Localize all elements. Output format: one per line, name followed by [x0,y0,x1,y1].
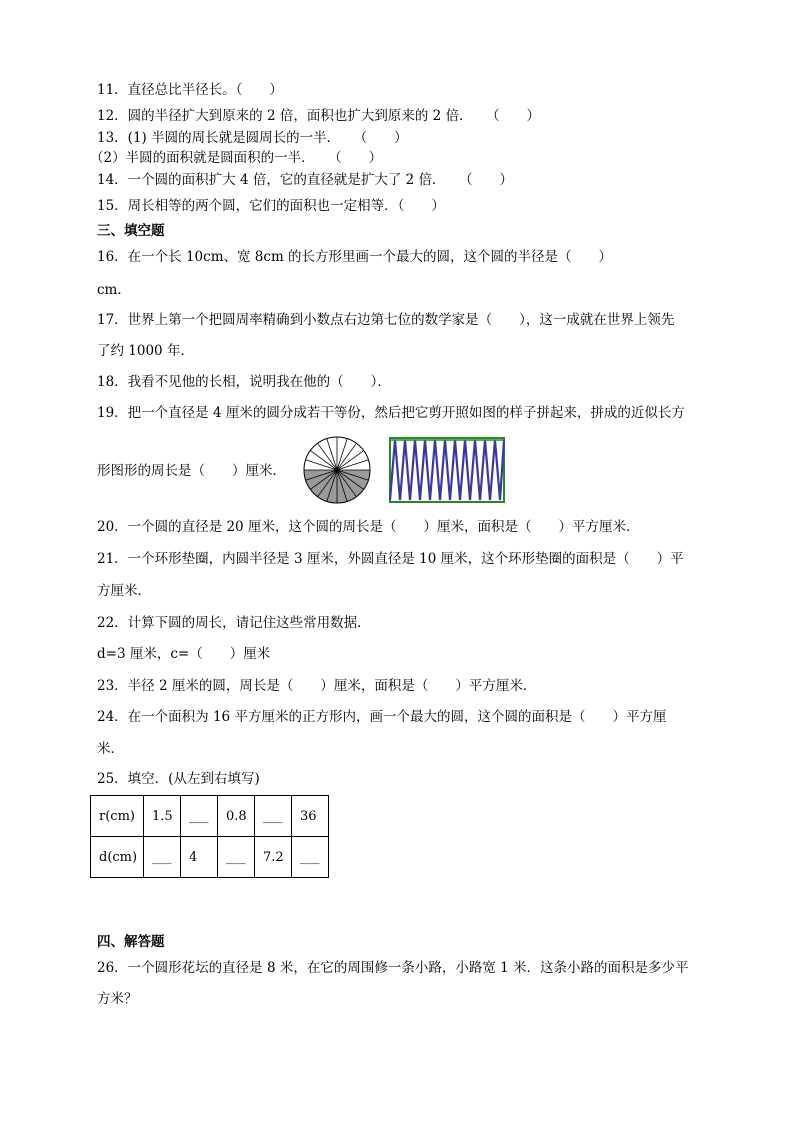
question-24b: 米． [97,741,124,757]
question-13b: （2）半圆的面积就是圆面积的一半． （ ） [90,150,383,166]
table-cell: r(cm) [91,796,144,837]
table-row [91,837,329,878]
question-13a: 13．(1) 半圆的周长就是圆周长的一半． （ ） [97,130,408,146]
table-cell: 1.5 [144,796,181,837]
table-row [91,796,329,837]
divided-circle-figure [302,435,372,505]
table-cell: ___ [292,837,329,878]
question-19a: 19．把一个直径是 4 厘米的圆分成若干等份，然后把它剪开照如图的样子拼起来，拼成的近似长方 [97,405,685,421]
question-14: 14．一个圆的面积扩大 4 倍，它的直径就是扩大了 2 倍． （ ） [97,172,514,188]
question-24a: 24．在一个面积为 16 平方厘米的正方形内，画一个最大的圆，这个圆的面积是（ ）平方厘 [97,709,667,725]
question-11: 11．直径总比半径长。（ ） [97,82,283,98]
question-15: 15．周长相等的两个圆，它们的面积也一定相等．（ ） [97,198,445,214]
question-22b: d=3 厘米，c=（ ）厘米 [97,646,271,662]
sector-rectangle-figure [388,436,508,504]
question-23: 23．半径 2 厘米的圆，周长是（ ）厘米，面积是（ ）平方厘米． [97,678,537,694]
question-25: 25．填空．(从左到右填写) [97,771,260,787]
table-cell: 4 [181,837,218,878]
question-17a: 17．世界上第一个把圆周率精确到小数点右边第七位的数学家是（ ），这一成就在世界上领先 [97,312,675,328]
table-cell: ___ [218,837,255,878]
table-cell: d(cm) [91,837,144,878]
table-cell: ___ [181,796,218,837]
table-cell: 7.2 [255,837,292,878]
table-cell: ___ [144,837,181,878]
section-4-heading: 四、解答题 [97,934,165,950]
table-cell: 36 [292,796,329,837]
question-26a: 26．一个圆形花坛的直径是 8 米，在它的周围修一条小路，小路宽 1 米．这条小路的面积是多少平 [97,960,689,976]
question-12: 12．圆的半径扩大到原来的 2 倍，面积也扩大到原来的 2 倍． （ ） [97,108,541,124]
table-cell: ___ [255,796,292,837]
radius-diameter-table [90,795,329,878]
question-20: 20．一个圆的直径是 20 厘米，这个圆的周长是（ ）厘米，面积是（ ）平方厘米． [97,519,640,535]
question-22a: 22．计算下圆的周长，请记住这些常用数据． [97,615,371,631]
question-19b: 形图形的周长是（ ）厘米． [97,463,286,479]
question-21a: 21．一个环形垫圈，内圆半径是 3 厘米，外圆直径是 10 厘米，这个环形垫圈的面积是（ ）平 [97,551,684,567]
question-18: 18．我看不见他的长相，说明我在他的（ ）． [97,374,391,390]
question-16b: cm． [97,282,131,298]
question-16a: 16．在一个长 10cm、宽 8cm 的长方形里画一个最大的圆，这个圆的半径是（ ） [97,249,613,265]
question-26b: 方米？ [97,991,138,1007]
section-3-heading: 三、填空题 [97,223,165,239]
question-17b: 了约 1000 年． [97,343,194,359]
question-21b: 方厘米． [97,583,151,599]
table-cell: 0.8 [218,796,255,837]
